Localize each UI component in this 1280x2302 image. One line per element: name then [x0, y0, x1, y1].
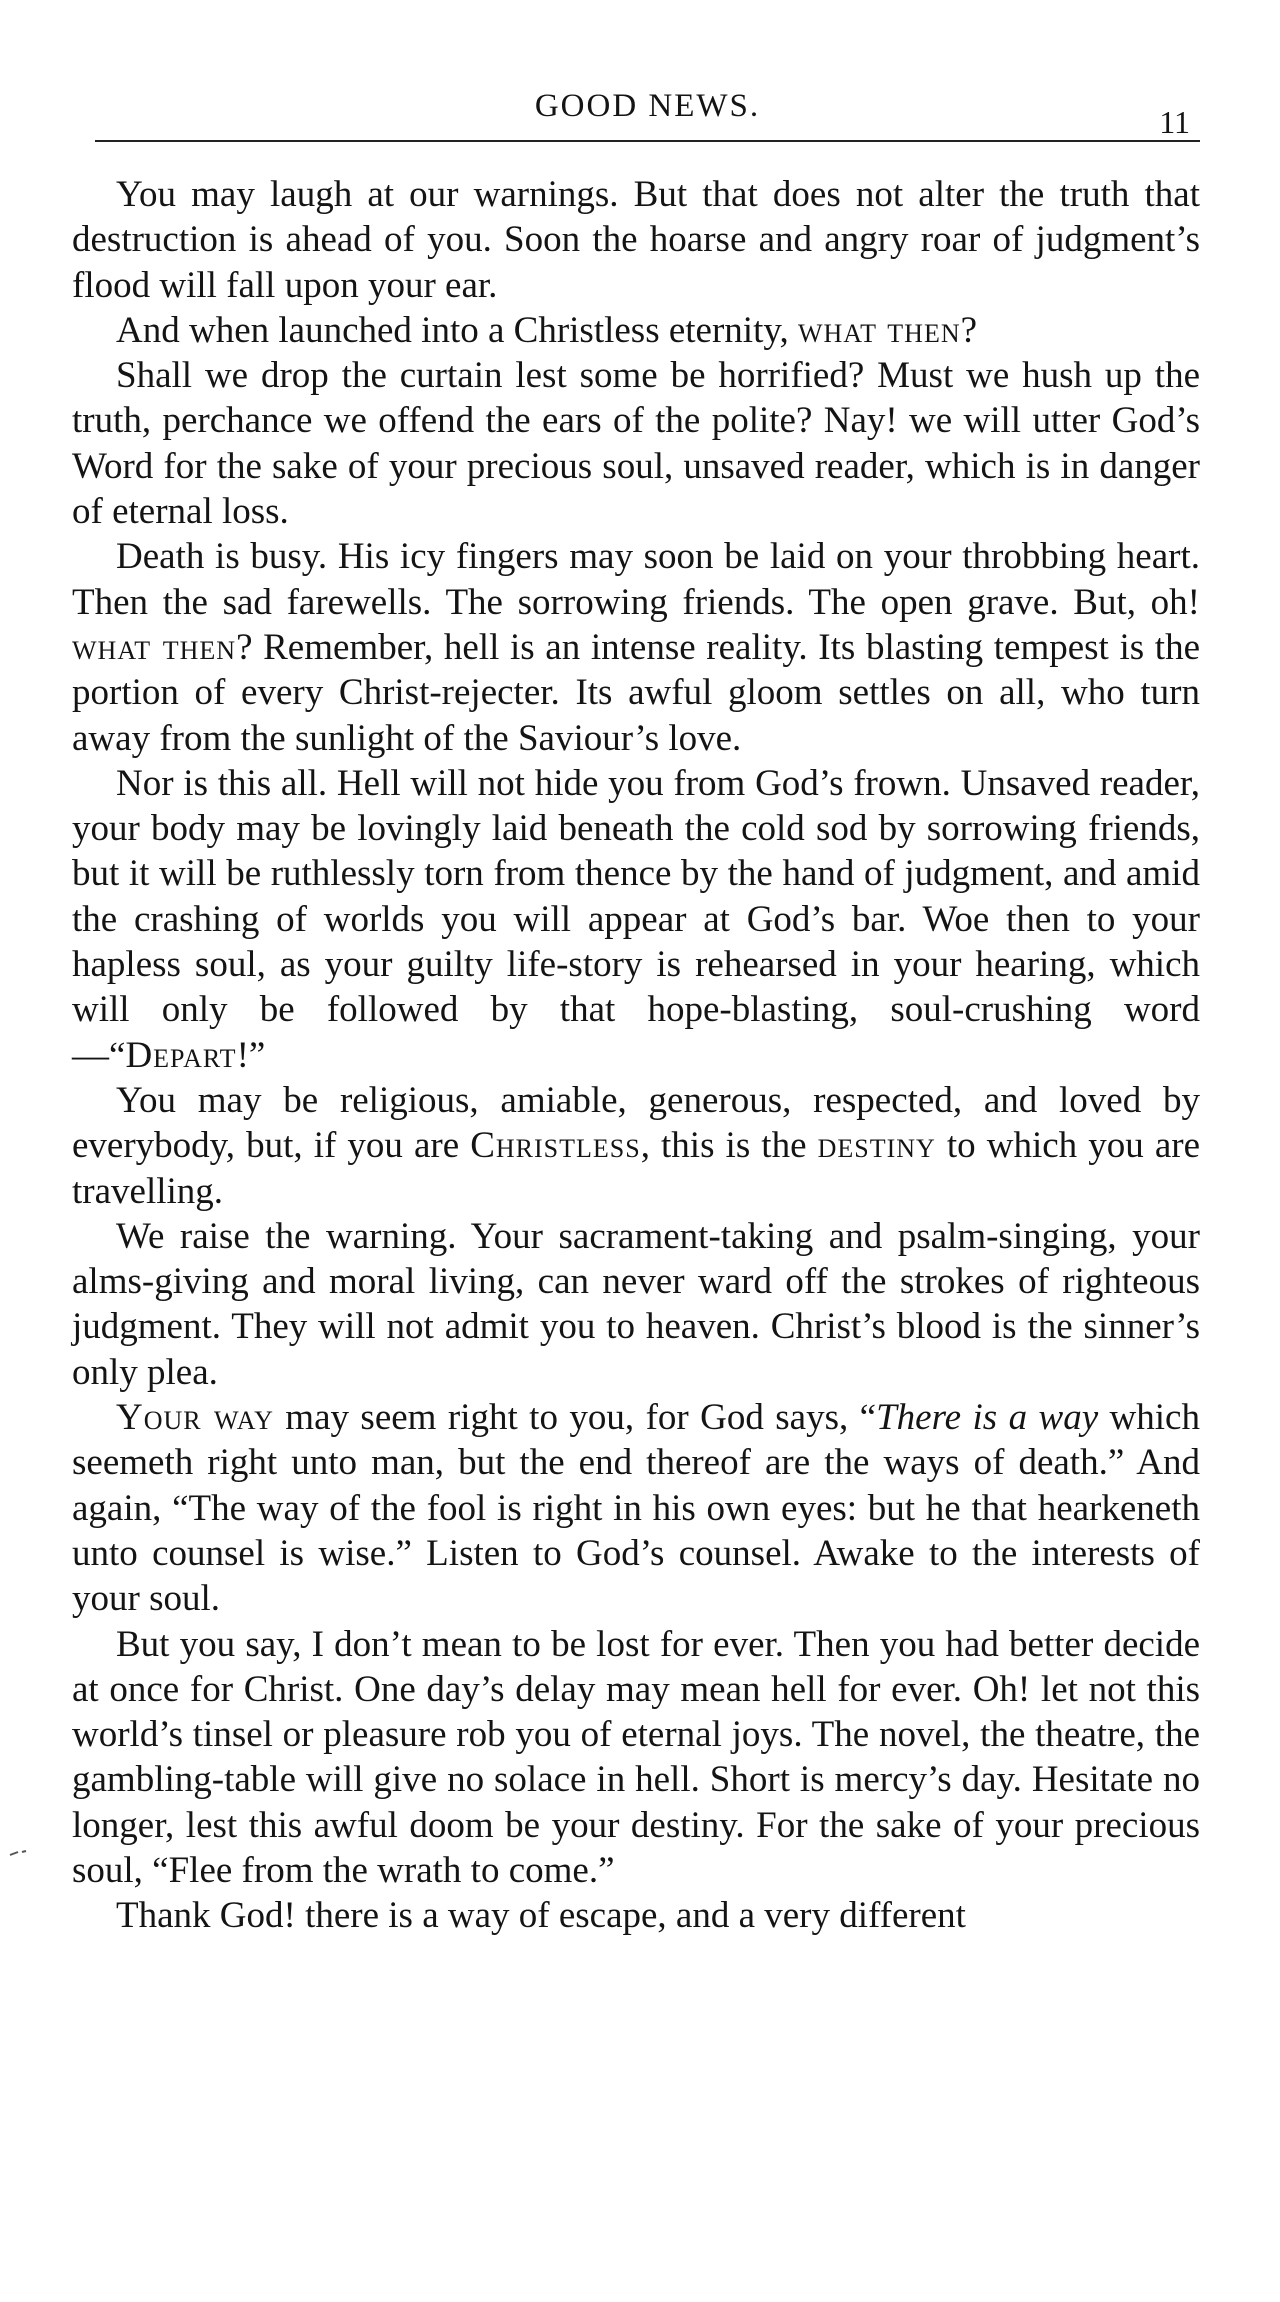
paragraph-7: [72, 1214, 1200, 1395]
small-caps-emphasis: what then: [797, 309, 961, 351]
header-rule: [95, 140, 1200, 142]
body-text: [72, 172, 1200, 1939]
paragraph-text: You may be religious, amiable, generous, respected, and loved by everybody, but, if you are: [72, 1079, 1200, 1167]
paragraph-text: Nor is this all. Hell will not hide you from God’s frown. Unsaved reader, your body may be lovingly laid beneath the cold sod by sorrowing friends, but it will be ruthlessly torn from thence by the hand of judgment, and amid the crashing of worlds you will appear at God’s bar. Woe then to your hapless soul, as your guilty life-story is rehearsed in your hearing, which will only be followed by that hope-blasting, soul-crushing word —“: [72, 762, 1200, 1076]
paragraph-6: [72, 1078, 1200, 1214]
paragraph-text: may seem right to you, for God says, “: [273, 1397, 877, 1439]
paragraph-text: ?: [960, 309, 978, 351]
paragraph-text: !”: [236, 1034, 266, 1076]
paragraph-text: Death is busy. His icy fingers may soon be laid on your throbbing heart. Then the sad farewells. The sorrowing friends. The open grave. But, oh!: [72, 536, 1200, 623]
paragraph-text: , this is the: [640, 1125, 818, 1167]
paragraph-10: [72, 1893, 1200, 1938]
page-number: 11: [1159, 104, 1190, 140]
small-caps-emphasis: Christless: [470, 1125, 641, 1167]
paragraph-text: But you say, I don’t mean to be lost for ever. Then you had better decide at once for Christ. One day’s delay may mean hell for ever. Oh! let not this world’s tinsel or pleasure rob you of eternal joys. The novel, the theatre, the gambling-table will give no solace in hell. Short is mercy’s day. Hesitate no longer, lest this awful doom be your destiny. For the sake of your precious soul, “Flee from the wrath to come.”: [72, 1623, 1200, 1891]
italic-quotation: There is a way: [876, 1397, 1099, 1439]
paragraph-1: [72, 172, 1200, 308]
paragraph-4: [72, 534, 1200, 760]
small-caps-emphasis: what then: [72, 626, 237, 668]
paragraph-5: [72, 761, 1200, 1078]
paragraph-text: which seemeth right unto man, but the end thereof are the ways of death.” And again, “The way of the fool is right in his own eyes: but he that hearkeneth unto counsel is wise.” Listen to God’s counsel. Awake to the interests of your soul.: [72, 1397, 1200, 1620]
page-header: [95, 80, 1200, 140]
paragraph-text: And when launched into a Christless eternity,: [116, 309, 798, 351]
small-caps-emphasis: destiny: [817, 1125, 936, 1167]
running-title: GOOD NEWS.: [534, 88, 761, 124]
paragraph-text: to which you are travelling.: [72, 1125, 1200, 1212]
paragraph-text: Thank God! there is a way of escape, and a very different: [116, 1895, 966, 1937]
paragraph-text: ? Remember, hell is an intense reality. Its blasting tempest is the portion of every Christ-rejecter. Its awful gloom settles on all, who turn away from the sunlight of the Saviour’s love.: [72, 626, 1200, 759]
paragraph-9: [72, 1622, 1200, 1894]
paragraph-text: You may laugh at our warnings. But that does not alter the truth that destruction is ahead of you. Soon the hoarse and angry roar of judgment’s flood will fall upon your ear.: [72, 174, 1200, 306]
margin-mark-icon: [8, 1849, 34, 1857]
paragraph-2: [72, 308, 1200, 353]
paragraph-3: [72, 353, 1200, 534]
paragraph-text: Shall we drop the curtain lest some be horrified? Must we hush up the truth, perchance we offend the ears of the polite? Nay! we will utter God’s Word for the sake of your precious soul, unsaved reader, which is in danger of eternal loss.: [72, 355, 1200, 533]
margin-mark: [8, 1845, 34, 1853]
small-caps-emphasis: Your way: [116, 1397, 274, 1439]
small-caps-emphasis: Depart: [125, 1034, 237, 1076]
paragraph-8: [72, 1395, 1200, 1621]
paragraph-text: We raise the warning. Your sacrament-taking and psalm-singing, your alms-giving and moral living, can never ward off the strokes of righteous judgment. They will not admit you to heaven. Christ’s blood is the sinner’s only plea.: [72, 1215, 1200, 1393]
